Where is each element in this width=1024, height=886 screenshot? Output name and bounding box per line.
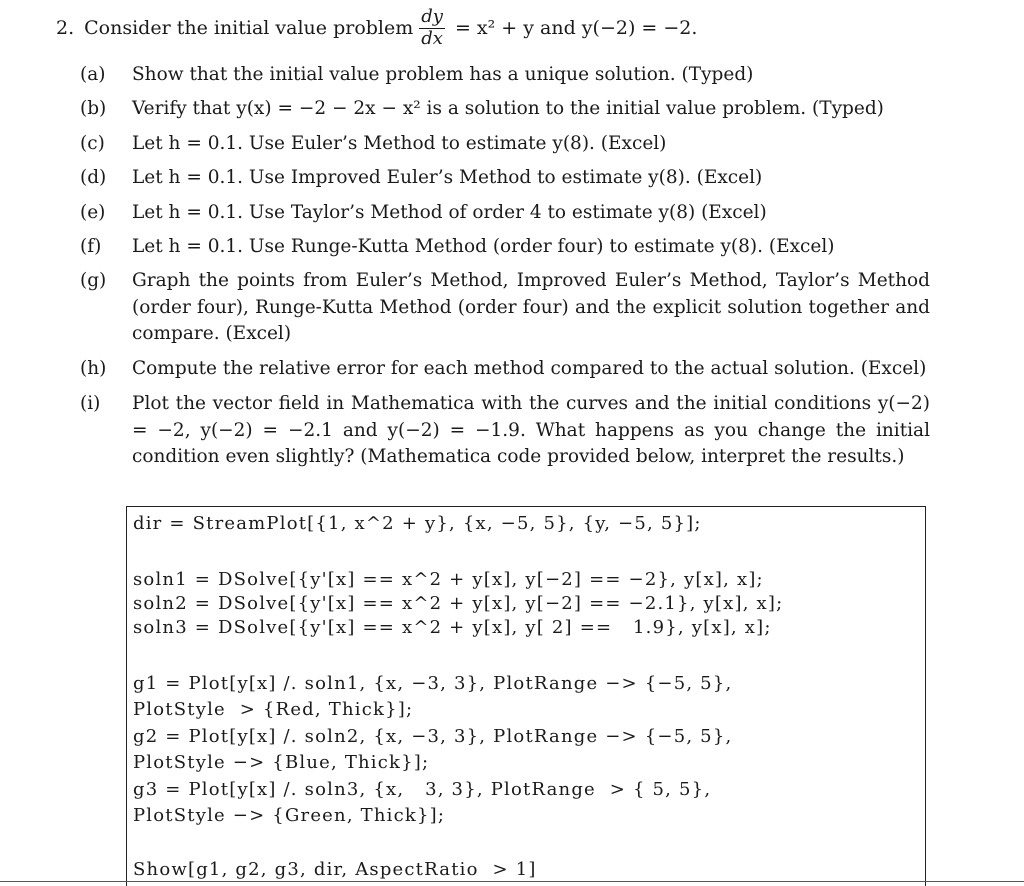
- code-line: soln2 = DSolve[{y'[x] == x^2 + y[x], y[−2] == −2.1}, y[x], x];: [133, 593, 784, 614]
- code-line: g2 = Plot[y[x] /. soln2, {x, −3, 3}, PlotRange −> {−5, 5},: [133, 726, 733, 747]
- part-label: (c): [80, 133, 105, 154]
- part-text: Let h = 0.1. Use Euler’s Method to estimate y(8). (Excel): [132, 133, 667, 154]
- code-line: PlotStyle −> {Green, Thick}];: [133, 805, 446, 826]
- problem-number: 2.: [56, 17, 75, 39]
- part-text: Let h = 0.1. Use Runge-Kutta Method (order four) to estimate y(8). (Excel): [132, 236, 835, 257]
- part-text: Graph the points from Euler’s Method, Improved Euler’s Method, Taylor’s Method (order four), Runge-Kutta Method (order four) and the explicit solution together and compare. (Excel): [132, 270, 930, 344]
- part-c: [80, 131, 930, 158]
- derivative-fraction: [419, 5, 445, 49]
- part-a: [80, 62, 930, 89]
- part-e: [80, 200, 930, 227]
- part-b: [80, 96, 930, 123]
- code-line: g1 = Plot[y[x] /. soln1, {x, −3, 3}, PlotRange −> {−5, 5},: [133, 673, 733, 694]
- part-text: Verify that y(x) = −2 − 2x − x² is a solution to the initial value problem. (Typed): [132, 98, 884, 119]
- part-text: Plot the vector field in Mathematica with the curves and the initial conditions y(−2) = −2, y(−2) = −2.1 and y(−2) = −1.9. What happens as you change the initial condition even slightly? (Mathematica code provided below, interpret the results.): [132, 393, 930, 467]
- code-line: Show[g1, g2, g3, dir, AspectRatio > 1]: [133, 859, 537, 880]
- mathematica-code-box: [126, 506, 926, 886]
- part-d: [80, 165, 930, 192]
- code-line: soln1 = DSolve[{y'[x] == x^2 + y[x], y[−2] == −2}, y[x], x];: [133, 569, 764, 590]
- part-f: [80, 234, 930, 261]
- part-label: (f): [80, 236, 102, 257]
- part-i: [80, 391, 930, 471]
- code-line: dir = StreamPlot[{1, x^2 + y}, {x, −5, 5}, {y, −5, 5}];: [133, 513, 702, 534]
- part-label: (e): [80, 202, 106, 223]
- derivative-denominator: dx: [421, 27, 443, 49]
- ode-and-initial-condition: = x² + y and y(−2) = −2.: [454, 17, 698, 39]
- part-g: [80, 268, 930, 348]
- part-label: (b): [80, 98, 107, 119]
- problem-statement: [56, 6, 697, 50]
- part-label: (d): [80, 167, 107, 188]
- page-bottom-divider: [0, 881, 1024, 882]
- part-label: (a): [80, 64, 106, 85]
- part-text: Show that the initial value problem has a unique solution. (Typed): [132, 64, 754, 85]
- code-line: g3 = Plot[y[x] /. soln3, {x, 3, 3}, PlotRange > { 5, 5},: [133, 779, 712, 800]
- derivative-numerator: dy: [421, 5, 443, 27]
- code-line: PlotStyle > {Red, Thick}];: [133, 699, 414, 720]
- part-text: Let h = 0.1. Use Taylor’s Method of order 4 to estimate y(8) (Excel): [132, 202, 767, 223]
- part-label: (h): [80, 358, 107, 379]
- part-text: Compute the relative error for each method compared to the actual solution. (Excel): [132, 358, 927, 379]
- part-text: Let h = 0.1. Use Improved Euler’s Method to estimate y(8). (Excel): [132, 167, 763, 188]
- part-label: (i): [80, 393, 101, 414]
- part-h: [80, 356, 930, 383]
- part-label: (g): [80, 270, 107, 291]
- code-line: soln3 = DSolve[{y'[x] == x^2 + y[x], y[ 2] == 1.9}, y[x], x];: [133, 617, 772, 638]
- problem-intro: Consider the initial value problem: [84, 17, 414, 39]
- code-line: PlotStyle −> {Blue, Thick}];: [133, 752, 430, 773]
